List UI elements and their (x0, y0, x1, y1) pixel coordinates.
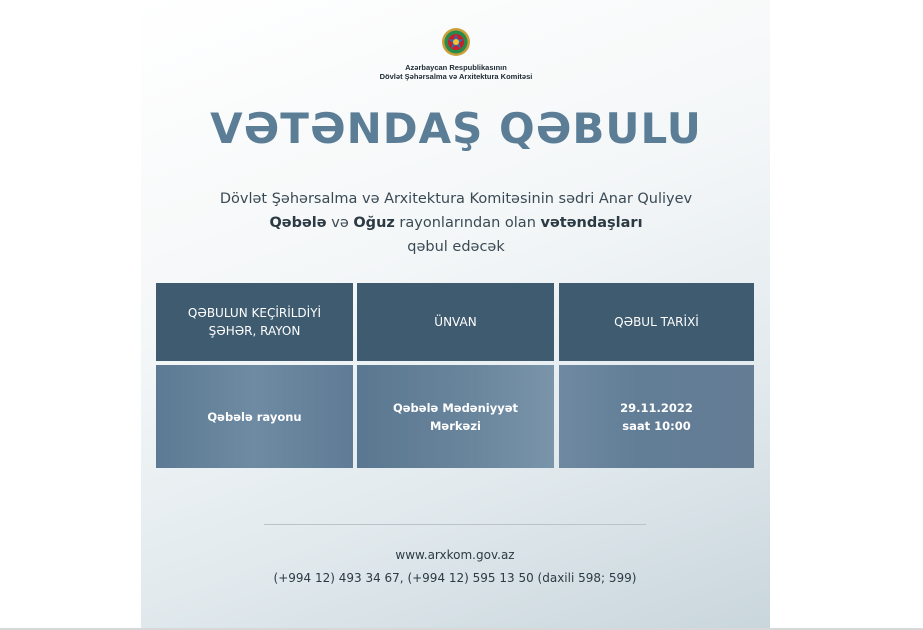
org-line-2: Dövlət Şəhərsalma və Arxitektura Komitəsi (379, 72, 533, 81)
connector-text-2: rayonlarından olan (394, 215, 541, 231)
cell-date-value: 29.11.2022 (620, 400, 693, 415)
header-city-line-1: QƏBULUN KEÇİRİLDİYİ (187, 306, 322, 320)
announcement-line-3: qəbul edəcək (407, 239, 505, 255)
table-header-date (559, 283, 754, 361)
table-cell-date (559, 365, 754, 468)
connector-text: və (326, 215, 354, 231)
header-city-line-2: ŞƏHƏR, RAYON (208, 324, 301, 338)
announcement-line-1: Dövlət Şəhərsalma və Arxitektura Komitəsinin sədri Anar Quliyev (219, 191, 693, 207)
header-date-label: QƏBUL TARİXİ (614, 315, 699, 329)
cell-time-value: saat 10:00 (622, 418, 691, 433)
header-address-label: ÜNVAN (434, 315, 477, 329)
azerbaijan-state-emblem-icon (441, 27, 471, 57)
table-cell-address (357, 365, 554, 468)
organization-name (300, 63, 612, 81)
footer-divider (264, 524, 646, 525)
cell-address-line-2: Mərkəzi (429, 418, 481, 433)
table-header-address (357, 283, 554, 361)
district-qabala: Qəbələ (269, 215, 327, 231)
contact-phones: (+994 12) 493 34 67, (+994 12) 595 13 50 (daxili 598; 599) (273, 571, 637, 585)
website-link[interactable]: www.arxkom.gov.az (395, 548, 515, 562)
table-cell-city (156, 365, 353, 468)
org-line-1: Azərbaycan Respublikasının (405, 63, 507, 72)
table-header-city (156, 283, 353, 361)
announcement-line-2 (150, 211, 762, 235)
cell-city-value: Qəbələ rayonu (207, 409, 302, 424)
page-title: VƏTƏNDAŞ QƏBULU (210, 104, 702, 153)
citizens-text: vətəndaşları (540, 215, 643, 231)
district-oguz: Oğuz (353, 215, 395, 231)
announcement-text (150, 187, 762, 259)
cell-address-line-1: Qəbələ Mədəniyyət (392, 400, 519, 415)
